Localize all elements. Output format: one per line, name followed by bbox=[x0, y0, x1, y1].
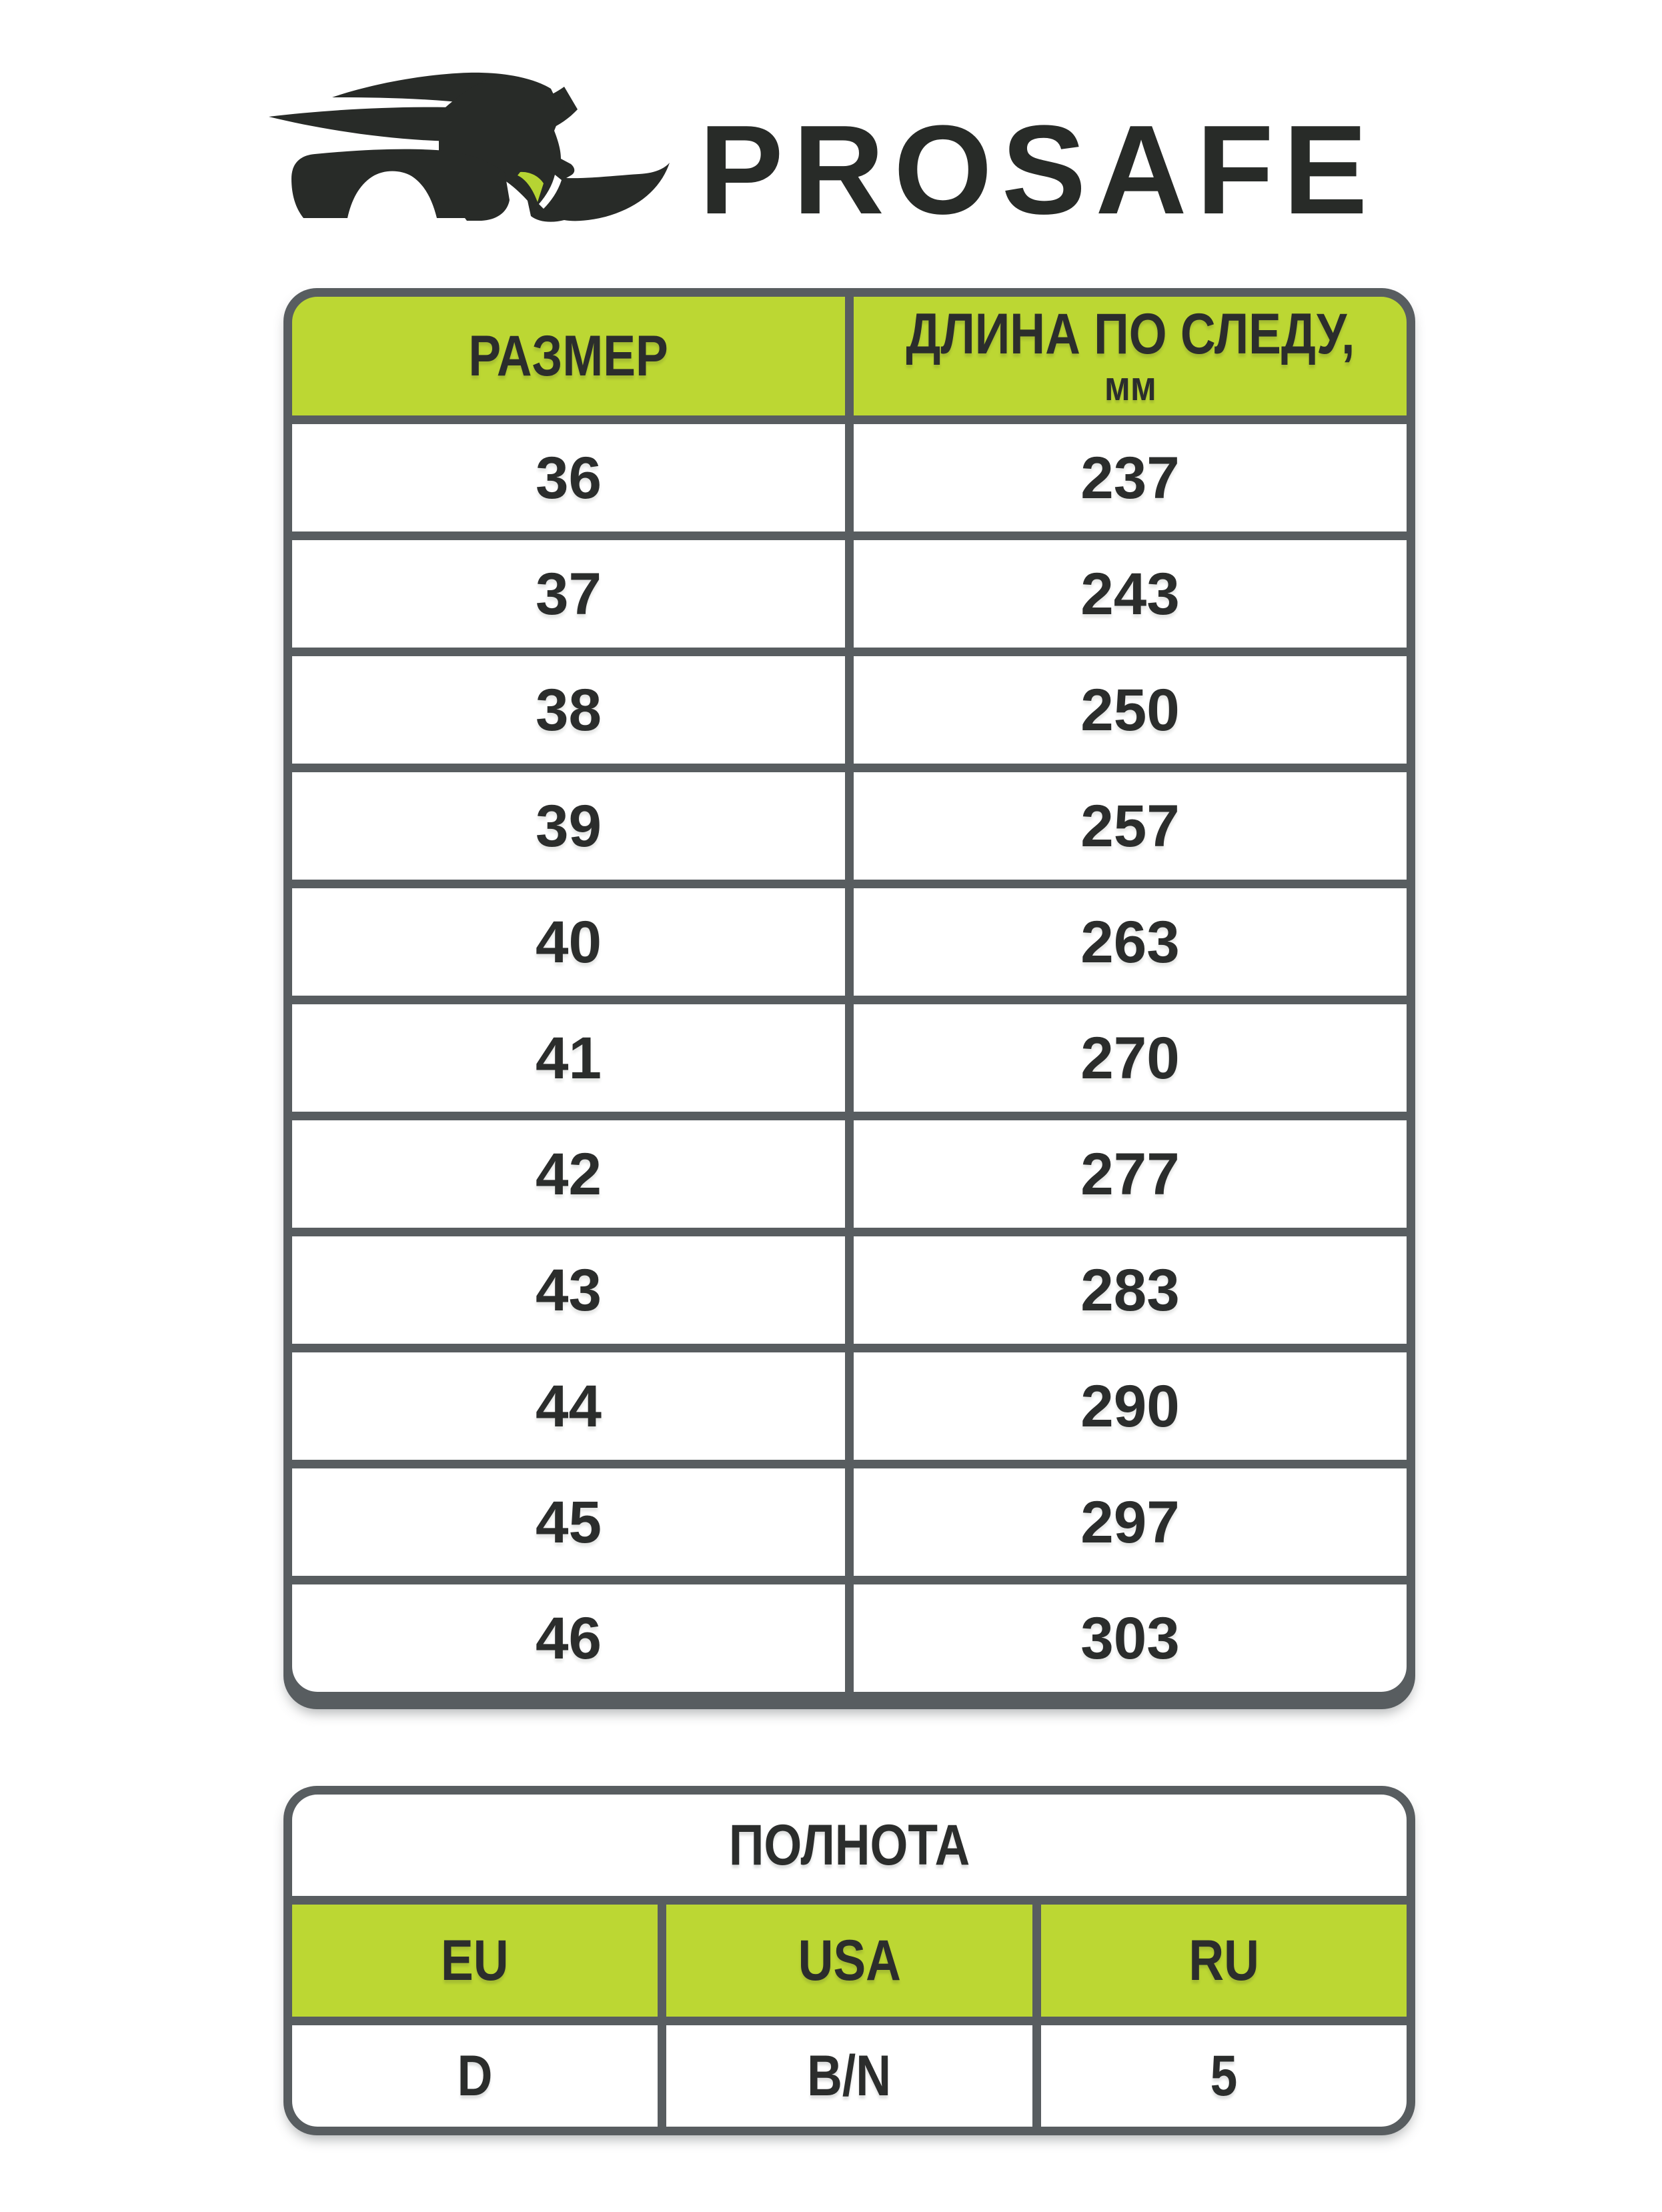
table-row-size: 46 bbox=[292, 1584, 845, 1692]
table-row-length: 250 bbox=[854, 656, 1407, 764]
width-value-usa: B/N bbox=[666, 2025, 1032, 2127]
table-row-size: 44 bbox=[292, 1352, 845, 1460]
table-row-size: 42 bbox=[292, 1120, 845, 1228]
width-value-ru: 5 bbox=[1041, 2025, 1407, 2127]
table-row-size: 38 bbox=[292, 656, 845, 764]
width-table bbox=[283, 1786, 1415, 2135]
table-row-length: 237 bbox=[854, 424, 1407, 531]
size-table-header-length bbox=[854, 297, 1407, 415]
table-row-length: 303 bbox=[854, 1584, 1407, 1692]
size-table-header-size bbox=[292, 297, 845, 415]
table-row-length: 270 bbox=[854, 1004, 1407, 1112]
table-row-length: 243 bbox=[854, 540, 1407, 648]
brand-wordmark bbox=[699, 100, 1406, 240]
table-row-size: 39 bbox=[292, 772, 845, 880]
table-row-length: 277 bbox=[854, 1120, 1407, 1228]
table-row-size: 45 bbox=[292, 1468, 845, 1576]
table-row-size: 43 bbox=[292, 1236, 845, 1344]
table-row-size: 41 bbox=[292, 1004, 845, 1112]
table-row-length: 263 bbox=[854, 888, 1407, 996]
brand-name: PROSAFE bbox=[699, 99, 1377, 241]
size-table bbox=[283, 288, 1415, 1709]
table-row-size: 36 bbox=[292, 424, 845, 531]
size-header-label: РАЗМЕР bbox=[468, 324, 669, 388]
table-row-size: 37 bbox=[292, 540, 845, 648]
width-header-usa: USA bbox=[666, 1905, 1032, 2017]
width-table-title: ПОЛНОТА bbox=[292, 1795, 1407, 1896]
table-row-length: 297 bbox=[854, 1468, 1407, 1576]
table-row-length: 257 bbox=[854, 772, 1407, 880]
table-row-size: 40 bbox=[292, 888, 845, 996]
length-header-line2: мм bbox=[1104, 363, 1156, 409]
length-header-line1: ДЛИНА ПО СЛЕДУ, bbox=[905, 302, 1355, 366]
rhino-icon bbox=[187, 27, 694, 267]
table-row-length: 290 bbox=[854, 1352, 1407, 1460]
width-header-eu: EU bbox=[292, 1905, 658, 2017]
table-row-length: 283 bbox=[854, 1236, 1407, 1344]
width-value-eu: D bbox=[292, 2025, 658, 2127]
width-header-ru: RU bbox=[1041, 1905, 1407, 2017]
